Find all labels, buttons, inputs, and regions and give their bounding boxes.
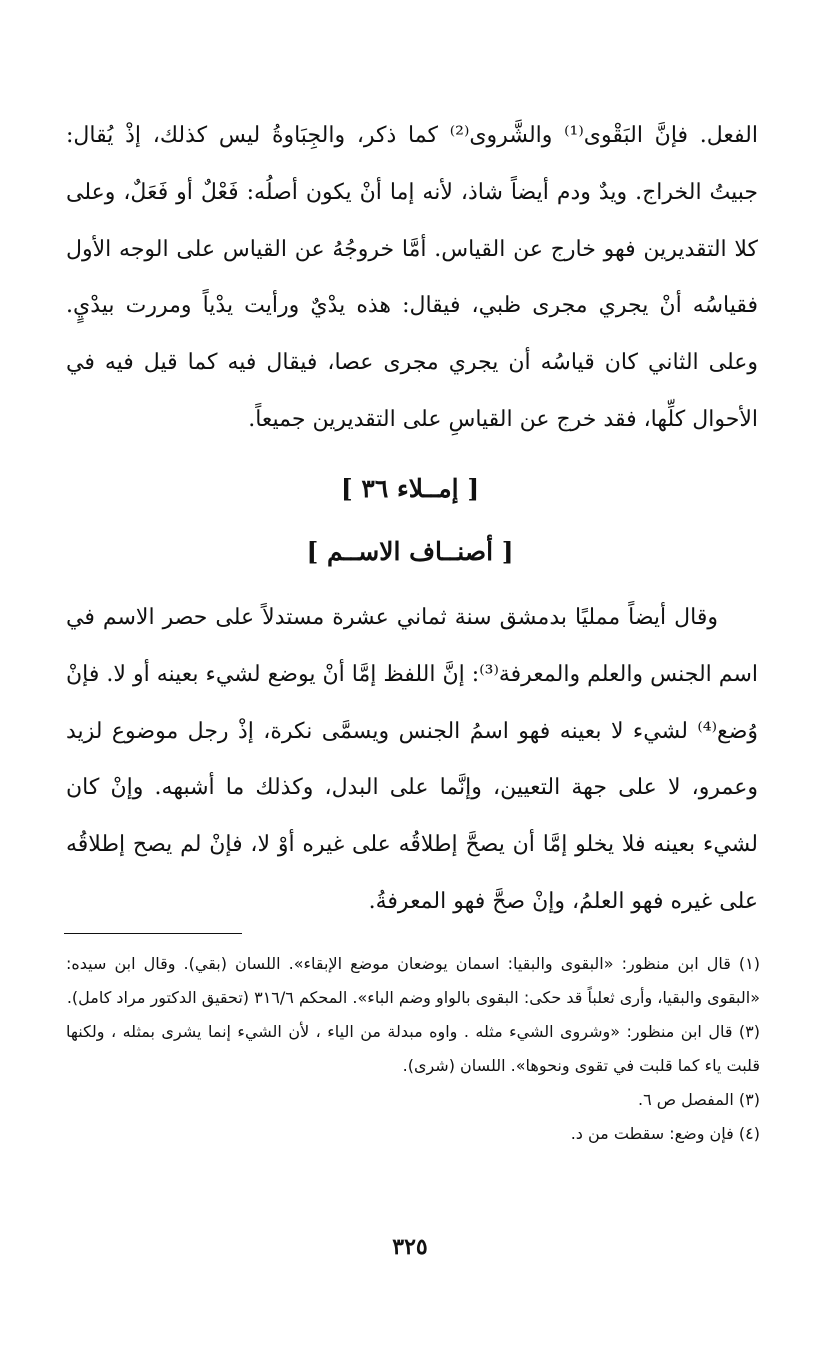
footnote-4: (٤) فإن وضع: سقطت من د.: [570, 1124, 760, 1143]
page-number: ٣٢٥: [392, 1234, 428, 1260]
body-paragraph-1: الفعل. فإنَّ البَقْوى⁽¹⁾ والشَّروى⁽²⁾ كما ذكر، والجِبَاوةُ ليس كذلك، إذْ يُقال: جبيتُ الخراج. ويدٌ ودم أيضاً شاذ، لأنه إما أنْ يكون أصلُه: فَعْلٌ أو فَعَلٌ، وعلى كلا التقديرين فهو خارج عن القياس. أمَّا خروجُهُ عن القياس على الوجه الأول فقياسُه أنْ يجري مجرى ظبي، فيقال: هذه يدْيٌ ورأيت يدْياً ومررت بيدْيٍ. وعلى الثاني كان قياسُه أن يجري مجرى عصا، فيقال فيه كما قيل فيه في الأحوال كلِّها، فقد خرج عن القياسِ على التقديرين جميعاً.: [66, 123, 758, 432]
footnote-2: (٣) قال ابن منظور: «وشروى الشيء مثله . واوه مبدلة من الياء ، لأن الشيء إنما يشرى بمثله ، ولكنها قلبت ياء كما قلبت في تقوى ونحوها». اللسان (شرى).: [66, 1022, 760, 1075]
section-title: [ أصنــاف الاســم ]: [306, 537, 514, 566]
body-paragraph-2: وقال أيضاً ممليًا بدمشق سنة ثماني عشرة مستدلاً على حصر الاسم في اسم الجنس والعلم والمعرفة⁽³⁾: إنَّ اللفظ إمَّا أنْ يوضع لشيء بعينه أو لا. فإنْ وُضع⁽⁴⁾ لشيء لا بعينه فهو اسمُ الجنس ويسمَّى نكرة، إذْ رجل موضوع لزيد وعمرو، لا على جهة التعيين، وإنَّما على البدل، وكذلك ما أشبهه. وإنْ كان لشيء بعينه فلا يخلو إمَّا أن يصحَّ إطلاقُه على غيره أوْ لا، فإنْ لم يصح إطلاقُه على غيره فهو العلمُ، وإنْ صحَّ فهو المعرفةُ.: [66, 605, 758, 914]
footnotes-list: [66, 947, 760, 1151]
footnote-separator: [64, 933, 242, 934]
footnote-1: (١) قال ابن منظور: «البقوى والبقيا: اسمان يوضعان موضع الإبقاء». اللسان (بقي). وقال ابن سيده: «البقوى والبقيا، وأرى ثعلباً قد حكى: البقوى بالواو وضم الباء». المحكم ٣١٦/٦ (تحقيق الدكتور مراد كامل).: [66, 954, 760, 1007]
dictation-heading: [ إمــلاء ٣٦ ]: [340, 474, 480, 503]
footnote-3: (٣) المفصل ص ٦.: [637, 1090, 760, 1109]
